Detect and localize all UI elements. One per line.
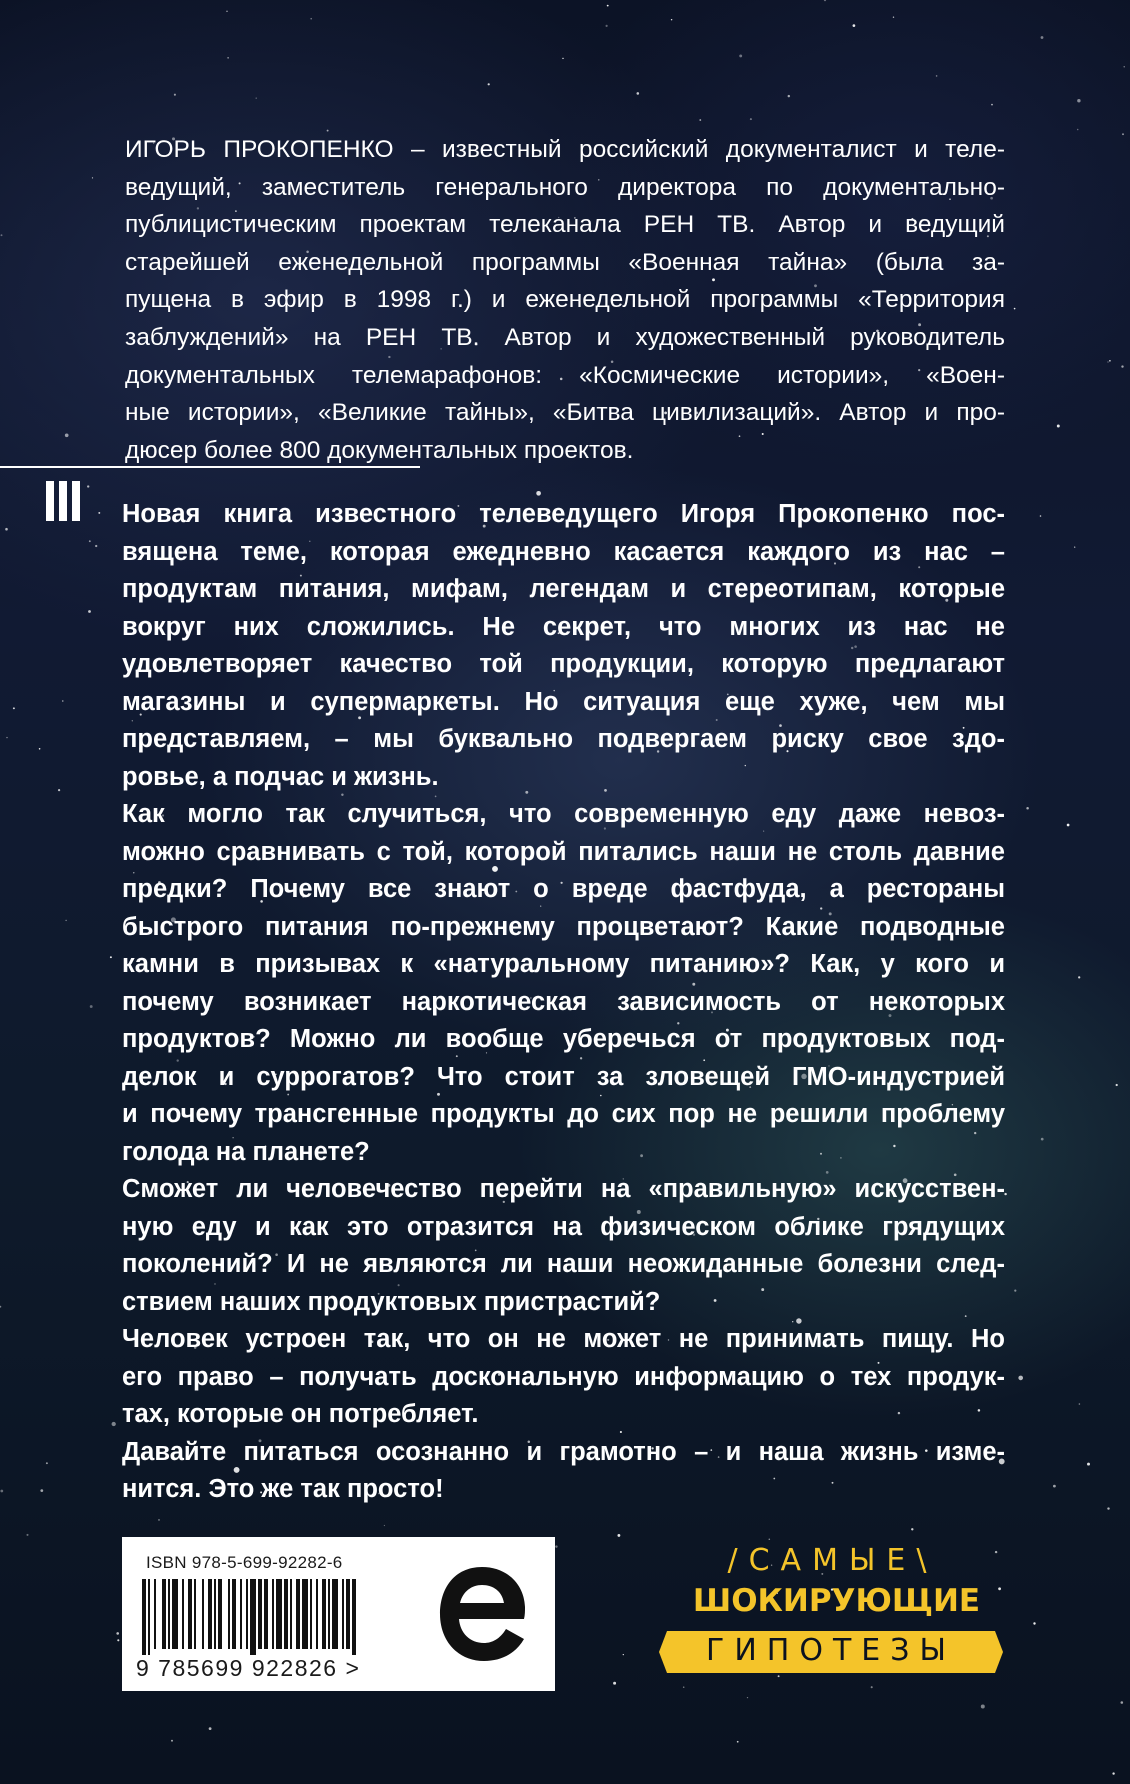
star	[617, 1534, 620, 1537]
series-logo-top: /САМЫЕ\	[727, 1543, 938, 1578]
star	[1074, 546, 1075, 547]
annotation-line: Как могло так случиться, что современную еду даже невоз-	[122, 800, 1005, 828]
star	[6, 737, 7, 738]
star	[98, 512, 100, 514]
star	[1121, 365, 1123, 367]
series-logo-bottom-banner	[659, 1629, 1003, 1675]
star	[0, 1490, 3, 1493]
barcode-bar	[194, 1579, 196, 1649]
star	[788, 95, 790, 97]
star	[671, 19, 672, 20]
annotation-line: его право – получать доскональную информацию о тех продук-	[122, 1362, 1005, 1391]
barcode-bar	[162, 1579, 166, 1649]
barcode-bar	[296, 1579, 300, 1649]
series-logo	[655, 1543, 1010, 1683]
star	[1041, 1138, 1044, 1141]
author-bio-line: ведущий, заместитель генерального директора по документально-	[125, 173, 1005, 201]
star	[1, 234, 3, 236]
annotation-line: вящена теме, которая ежедневно касается каждого из нас –	[122, 537, 1005, 566]
author-bio-line: старейшей еженедельной программы «Военная тайна» (была за-	[125, 248, 1005, 276]
star	[310, 18, 312, 20]
star	[1079, 1403, 1081, 1405]
annotation-line: вокруг них сложились. Не секрет, что многих из нас не	[122, 612, 1005, 641]
star	[1087, 1463, 1090, 1466]
star	[737, 1741, 739, 1743]
star	[981, 1705, 985, 1709]
annotation-line: нится. Это же так просто!	[122, 1475, 444, 1503]
section-divider-line	[0, 466, 420, 468]
barcode-bar	[246, 1579, 248, 1649]
star	[607, 5, 609, 7]
star	[62, 700, 63, 701]
star	[65, 433, 69, 437]
star	[769, 1538, 771, 1540]
star	[13, 707, 15, 709]
star	[1107, 361, 1108, 362]
annotation-line: продуктов? Можно ли вообще уберечься от продуктовых под-	[122, 1025, 1005, 1053]
barcode-bar	[322, 1579, 326, 1649]
star	[1078, 976, 1080, 978]
star	[88, 610, 91, 613]
star	[824, 0, 826, 1]
barcode-digits: 9 785699 922826 >	[136, 1655, 361, 1681]
barcode-bar	[228, 1579, 230, 1649]
annotation-line: делок и суррогатов? Что стоит за зловещей ГМО-индустрией	[122, 1062, 1005, 1091]
star	[116, 1632, 119, 1635]
barcode-bar	[250, 1579, 256, 1655]
annotation-line: ствием наших продуктовых пристрастий?	[122, 1287, 661, 1316]
star	[991, 104, 993, 106]
annotation-line: Давайте питаться осознанно и грамотно – и наша жизнь изме-	[122, 1437, 1005, 1466]
star	[1109, 360, 1111, 362]
star	[637, 92, 640, 95]
star	[1124, 66, 1125, 67]
star	[699, 119, 701, 121]
annotation-line: поколений? И не являются ли наши неожиданные болезни след-	[122, 1250, 1005, 1278]
author-bio-line: ИГОРЬ ПРОКОПЕНКО – известный российский документалист и теле-	[125, 136, 1005, 163]
star	[683, 1686, 685, 1688]
star	[1121, 1701, 1124, 1704]
barcode-bar	[188, 1579, 192, 1649]
author-bio-line: дюсер более 800 документальных проектов.	[125, 436, 634, 464]
star	[209, 1727, 212, 1730]
barcode-bar	[148, 1579, 150, 1655]
annotation-line: камни в призывах к «натуральному питанию»? Как, у кого и	[122, 950, 1005, 978]
book-annotation	[122, 496, 1005, 1509]
star	[1116, 1084, 1118, 1086]
barcode-bar	[342, 1579, 344, 1649]
star	[1077, 129, 1079, 131]
star	[1107, 1507, 1109, 1509]
series-logo-middle: ШОКИРУЮЩИЕ	[692, 1583, 981, 1619]
star	[555, 1545, 557, 1547]
star	[739, 54, 742, 57]
barcode-bar	[284, 1579, 288, 1649]
star	[1041, 36, 1044, 39]
annotation-line: магазины и супермаркеты. Но ситуация еще хуже, чем мы	[122, 687, 1005, 716]
star	[853, 24, 856, 27]
annotation-line: удовлетворяет качество той продукции, которую предлагают	[122, 650, 1005, 678]
annotation-line: тах, которые он потребляет.	[122, 1400, 479, 1428]
star	[1018, 1376, 1023, 1381]
star	[613, 1682, 616, 1685]
star	[911, 1528, 913, 1530]
star	[110, 956, 112, 958]
star	[747, 1697, 748, 1698]
barcode-bar	[302, 1579, 308, 1649]
barcode-bar	[142, 1579, 146, 1655]
barcode-bar	[276, 1579, 282, 1649]
barcode-bar	[182, 1579, 184, 1649]
annotation-line: можно сравнивать с той, которой питались наши не столь давние	[122, 837, 1005, 866]
barcode-bar	[208, 1579, 212, 1649]
star	[39, 748, 41, 750]
star	[256, 97, 257, 98]
star	[871, 1686, 873, 1688]
star	[5, 528, 8, 531]
star	[117, 1639, 119, 1641]
star	[936, 75, 938, 77]
author-bio-line: пущена в эфир в 1998 г.) и еженедельной программы «Территория	[125, 286, 1005, 314]
star	[112, 1422, 116, 1426]
barcode-bar	[202, 1579, 204, 1649]
barcode-bar	[154, 1579, 156, 1649]
barcode-bar	[258, 1579, 262, 1649]
author-bio	[125, 131, 1005, 469]
star	[158, 1519, 160, 1521]
star	[623, 1654, 624, 1655]
star	[58, 789, 60, 791]
barcode-bar	[332, 1579, 338, 1649]
barcode-bar	[290, 1579, 292, 1649]
annotation-line: ровье, а подчас и жизнь.	[122, 762, 439, 791]
star	[1112, 1772, 1114, 1774]
star	[95, 545, 97, 547]
star	[1053, 1485, 1056, 1488]
barcode-bar	[328, 1579, 330, 1649]
publisher-logo-icon	[432, 1559, 532, 1669]
barcode-bar	[264, 1579, 268, 1649]
star	[1026, 807, 1029, 810]
star	[1014, 1290, 1016, 1292]
star	[893, 17, 894, 18]
annotation-line: Сможет ли человечество перейти на «правильную» искусствен-	[122, 1175, 1005, 1203]
star	[46, 1462, 48, 1464]
star	[1014, 308, 1016, 310]
barcode-bar	[232, 1579, 236, 1649]
star	[1122, 133, 1124, 135]
star	[536, 491, 541, 496]
annotation-line: почему возникает наркотическая зависимость от некоторых	[122, 987, 1005, 1016]
star	[384, 1525, 385, 1526]
isbn-label: ISBN 978-5-699-92282-6	[146, 1553, 343, 1572]
author-bio-line: документальных телемарафонов: «Космические истории», «Воен-	[125, 361, 1005, 389]
barcode-panel	[122, 1537, 555, 1691]
star	[90, 1005, 93, 1008]
annotation-line: продуктам питания, мифам, легендам и стереотипам, которые	[122, 575, 1005, 603]
star	[89, 540, 91, 542]
series-logo-bottom: ГИПОТЕЗЫ	[706, 1633, 956, 1668]
annotation-line: ную еду и как это отразится на физическом облике грядущих	[122, 1212, 1005, 1241]
annotation-line: Новая книга известного телеведущего Игоря Прокопенко пос-	[122, 500, 1005, 528]
star	[1033, 1622, 1035, 1624]
barcode-bar	[172, 1579, 178, 1649]
star	[1067, 824, 1070, 827]
annotation-line: предки? Почему все знают о вреде фастфуда, а рестораны	[122, 875, 1005, 903]
barcode-bar	[240, 1579, 242, 1649]
star	[1077, 99, 1080, 102]
barcode-bar	[214, 1579, 216, 1649]
author-bio-line: ные истории», «Великие тайны», «Битва цивилизаций». Автор и про-	[125, 399, 1005, 427]
author-bio-line: заблуждений» на РЕН ТВ. Автор и художественный руководитель	[125, 323, 1005, 351]
star	[606, 25, 608, 27]
star	[1057, 425, 1060, 428]
star	[0, 1306, 1, 1308]
barcode	[142, 1579, 422, 1655]
star	[562, 58, 563, 59]
barcode-bar	[168, 1579, 170, 1649]
star	[65, 920, 66, 921]
annotation-line: представляем, – мы буквально подвергаем риску свое здо-	[122, 725, 1005, 753]
annotation-line: быстрого питания по-прежнему процветают? Какие подводные	[122, 912, 1005, 941]
annotation-line: Человек устроен так, что он не может не принимать пищу. Но	[122, 1325, 1005, 1353]
star	[92, 177, 93, 178]
star	[750, 118, 752, 120]
star	[87, 485, 89, 487]
barcode-bar	[218, 1579, 222, 1649]
star	[1040, 515, 1042, 517]
star	[174, 94, 176, 96]
annotation-line: голода на планете?	[122, 1137, 370, 1166]
star	[40, 1489, 43, 1492]
star	[227, 57, 228, 58]
barcode-bar	[310, 1579, 312, 1649]
star	[226, 11, 227, 12]
star	[26, 1534, 28, 1536]
barcode-bar	[346, 1579, 350, 1649]
barcode-bar	[272, 1579, 274, 1649]
star	[488, 83, 490, 85]
barcode-bar	[352, 1579, 356, 1655]
annotation-line: и почему трансгенные продукты до сих пор не решили проблему	[122, 1100, 1005, 1128]
author-bio-line: публицистическим проектам телеканала РЕН ТВ. Автор и ведущий	[125, 211, 1005, 239]
star	[171, 1740, 173, 1742]
barcode-bar	[316, 1579, 318, 1649]
